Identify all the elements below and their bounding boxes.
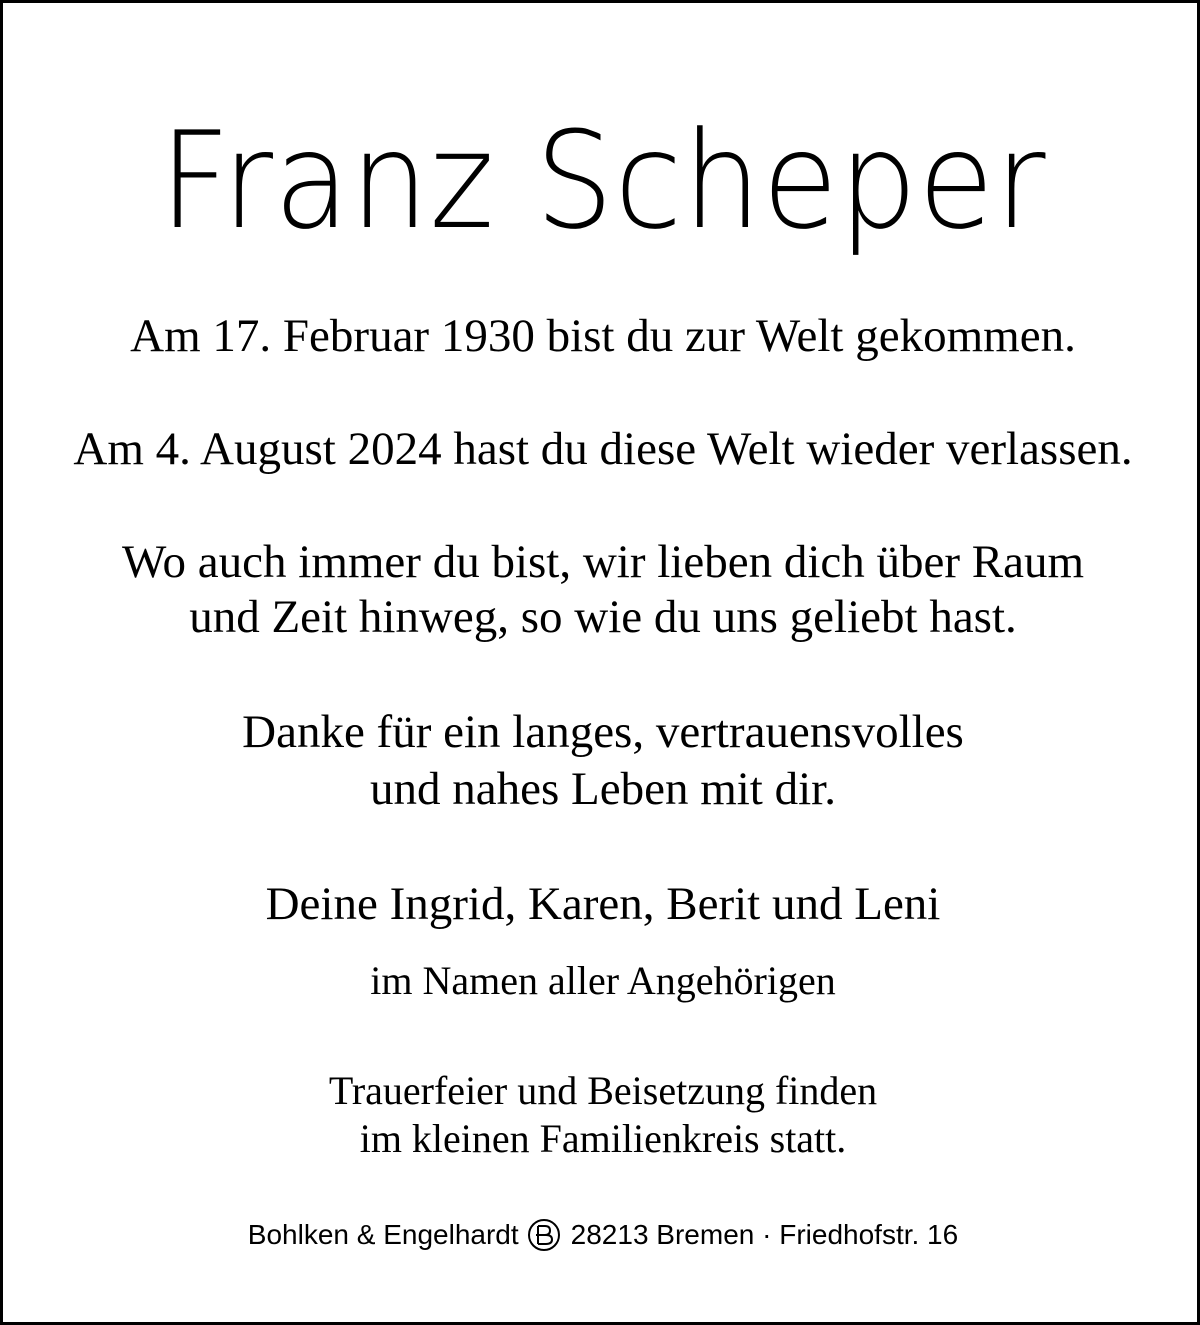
funeral-home-address: 28213 Bremen · Friedhofstr. 16 xyxy=(570,1219,959,1250)
relatives-line: im Namen aller Angehörigen xyxy=(370,958,836,1003)
be-monogram-icon xyxy=(527,1218,561,1252)
thanks-line-1: Danke für ein langes, vertrauensvolles xyxy=(242,706,964,758)
family-signature: Deine Ingrid, Karen, Berit und Leni xyxy=(265,878,941,930)
funeral-line-2: im kleinen Familienkreis statt. xyxy=(359,1116,847,1161)
funeral-home-footer xyxy=(3,1218,1200,1252)
love-line-1: Wo auch immer du bist, wir lieben dich über Raum xyxy=(121,536,1085,588)
thanks-line-2: und nahes Leben mit dir. xyxy=(370,763,836,815)
funeral-home-name: Bohlken & Engelhardt xyxy=(247,1219,519,1250)
death-line: Am 4. August 2024 hast du diese Welt wieder verlassen. xyxy=(73,423,1133,475)
love-line-2: und Zeit hinweg, so wie du uns geliebt hast. xyxy=(189,591,1017,643)
funeral-line-1: Trauerfeier und Beisetzung finden xyxy=(328,1068,878,1113)
birth-line: Am 17. Februar 1930 bist du zur Welt gekommen. xyxy=(130,310,1076,362)
deceased-name: Franz Scheper xyxy=(159,103,1047,259)
